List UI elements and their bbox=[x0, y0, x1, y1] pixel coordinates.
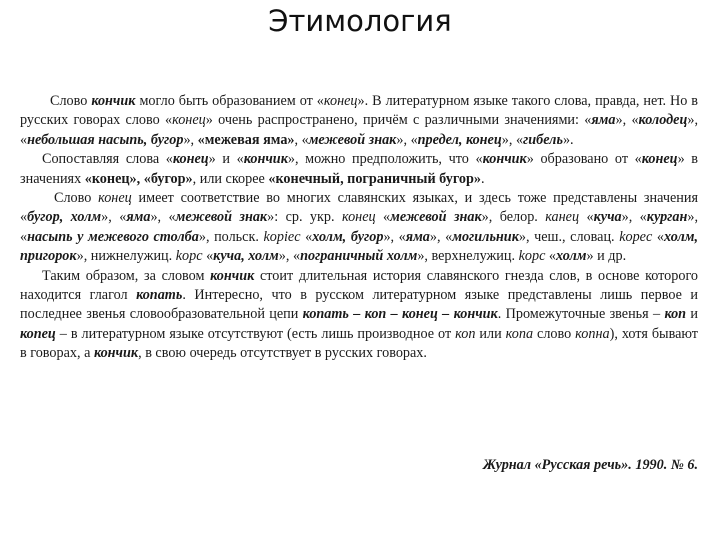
text-run: », « bbox=[20, 112, 698, 148]
text-run: kopec bbox=[619, 228, 653, 245]
text-run: и bbox=[686, 306, 698, 323]
text-run: », « bbox=[101, 209, 127, 226]
text-run: »: ср. укр. bbox=[267, 209, 342, 226]
text-run: » и др. bbox=[586, 248, 627, 265]
text-run: », верхнелужиц. bbox=[417, 248, 519, 265]
text-run: кончик bbox=[482, 151, 527, 168]
text-run: бугор, холм bbox=[27, 209, 102, 226]
text-run: копать bbox=[136, 287, 183, 304]
text-run: , в свою очередь отсутствует в русских говорах. bbox=[138, 345, 427, 362]
text-run: . Интересно, что в русском литературном языке представлены лишь первое и последнее звенья словообразовательной цепи bbox=[20, 287, 699, 323]
text-run: курган bbox=[646, 209, 688, 226]
text-run: могло быть образованием от « bbox=[135, 93, 324, 109]
text-run: кончик bbox=[210, 267, 255, 284]
text-run: – в литературном языке отсутствуют (есть лишь производное от bbox=[55, 325, 456, 342]
text-run: имеет соответствие во многих славянских языках, и здесь тоже представлены значения « bbox=[20, 190, 698, 226]
text-run: яма bbox=[591, 112, 616, 129]
text-run: . bbox=[481, 170, 485, 187]
text-run: копец bbox=[20, 325, 56, 342]
text-run: копна bbox=[575, 325, 610, 342]
text-run: межевой знак bbox=[308, 131, 397, 148]
text-run: могильник bbox=[452, 228, 519, 245]
text-run: », « bbox=[615, 112, 639, 129]
text-run: колодец bbox=[638, 112, 688, 129]
text-run: , или скорее bbox=[192, 170, 269, 187]
text-run: », польск. bbox=[198, 228, 264, 245]
text-run: », чеш., словац. bbox=[518, 228, 620, 245]
text-run: предел, конец bbox=[417, 131, 502, 148]
text-run: слово bbox=[533, 325, 576, 342]
text-run: Слово bbox=[54, 190, 99, 207]
text-run: Таким образом, за словом bbox=[42, 267, 211, 284]
text-run: . Промежуточные звенья – bbox=[497, 306, 665, 323]
text-run: копать – коп – конец – кончик bbox=[302, 306, 498, 323]
text-run: холм bbox=[556, 248, 587, 265]
text-run: » очень распространено, причём с различными значениями: « bbox=[205, 112, 592, 129]
text-run: ». bbox=[562, 131, 574, 148]
text-run: гибель bbox=[523, 131, 563, 148]
text-run: «межевая яма» bbox=[197, 131, 295, 148]
text-run: », « bbox=[383, 228, 406, 245]
text-run: », « bbox=[429, 228, 453, 245]
text-run: межевой знак bbox=[390, 209, 482, 226]
text-run: « bbox=[579, 209, 594, 226]
text-run: », можно предположить, что « bbox=[287, 151, 483, 168]
text-run: коп bbox=[664, 306, 687, 323]
text-run: », « bbox=[501, 131, 524, 148]
text-run: яма bbox=[405, 228, 430, 245]
text-run: Сопоставляя слова « bbox=[42, 151, 173, 168]
text-run: конец bbox=[172, 151, 209, 168]
text-run: стоит длительная история славянского гнезда слов, в основе которого находится глагол bbox=[20, 267, 699, 304]
text-run: , « bbox=[294, 131, 309, 148]
text-run: » образовано от « bbox=[526, 151, 642, 168]
text-run: Слово bbox=[50, 93, 92, 109]
text-run: коп bbox=[455, 325, 476, 342]
paragraph-3 bbox=[20, 189, 698, 267]
paragraph-1 bbox=[20, 92, 698, 150]
slide-title: Этимология bbox=[268, 4, 452, 38]
text-run: конец bbox=[341, 209, 376, 226]
text-run: ». В литературном языке такого слова, правда, нет. Но в русских говорах слово « bbox=[20, 93, 698, 129]
text-run: » и « bbox=[208, 151, 244, 168]
text-run: яма bbox=[126, 209, 151, 226]
text-run: куча bbox=[593, 209, 622, 226]
text-run: холм, бугор bbox=[312, 228, 384, 245]
text-run: конец bbox=[172, 112, 206, 129]
text-run: кончик bbox=[93, 345, 139, 362]
text-run: » в значениях bbox=[20, 151, 699, 187]
source-citation: Журнал «Русская речь». 1990. № 6. bbox=[482, 457, 698, 473]
text-run: « bbox=[375, 209, 391, 226]
text-run: ), хотя бывают в говорах, а bbox=[20, 325, 698, 362]
text-run: « bbox=[300, 228, 313, 245]
text-run: или bbox=[475, 325, 506, 342]
text-run: », « bbox=[396, 131, 418, 148]
text-run: куча, холм bbox=[213, 248, 279, 265]
text-run: « bbox=[545, 248, 557, 265]
text-run: kopiec bbox=[263, 228, 301, 245]
text-run: холм, пригорок bbox=[20, 228, 698, 265]
text-run: кончик bbox=[91, 93, 136, 109]
text-run: », « bbox=[150, 209, 176, 226]
paragraph-2 bbox=[20, 150, 698, 189]
article-body bbox=[20, 92, 698, 364]
paragraph-4 bbox=[20, 267, 698, 364]
text-run: kopc bbox=[175, 248, 203, 265]
text-run: конец bbox=[323, 93, 358, 109]
text-run: межевой знак bbox=[175, 209, 268, 226]
text-run: « bbox=[202, 248, 214, 265]
text-run: пограничный холм bbox=[300, 248, 418, 265]
text-run: », bbox=[183, 131, 198, 148]
text-run: небольшая насыпь, бугор bbox=[27, 131, 184, 148]
text-run: », « bbox=[278, 248, 301, 265]
text-run: », « bbox=[20, 209, 699, 245]
text-run: », нижнелужиц. bbox=[76, 248, 176, 265]
text-run: «конец», «бугор» bbox=[84, 170, 193, 187]
text-run: « bbox=[652, 228, 664, 245]
text-run: насыпь у межевого столба bbox=[27, 228, 199, 245]
text-run: кончик bbox=[243, 151, 288, 168]
text-run: kopc bbox=[518, 248, 546, 265]
text-run: конец bbox=[98, 190, 132, 207]
text-run: конец bbox=[641, 151, 678, 168]
text-run: », белор. bbox=[481, 209, 546, 226]
text-run: «конечный, пограничный бугор» bbox=[268, 170, 481, 187]
text-run: », « bbox=[621, 209, 647, 226]
text-run: канец bbox=[545, 209, 580, 226]
text-run: копа bbox=[505, 325, 534, 342]
